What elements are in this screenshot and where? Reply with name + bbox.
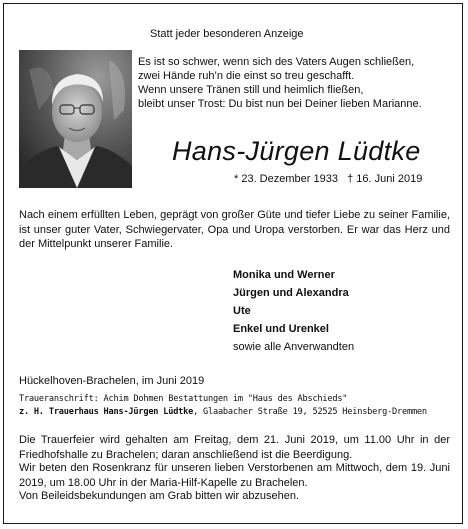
mourning-house-name: z. H. Trauerhaus Hans-Jürgen Lüdtke [19,407,194,417]
life-dates: * 23. Dezember 1933 † 16. Juni 2019 [234,173,423,185]
service-info-1: Die Trauerfeier wird gehalten am Freitag, dem 21. Juni 2019, um 11.00 Uhr in der Friedhofshalle zu Brachelen; daran anschließend ist die Beerdigung. [19,434,450,461]
poem-line-4: bleibt unser Trost: Du bist nun bei Deiner lieben Marianne. [138,98,422,110]
mourner-4: Enkel und Urenkel [233,323,329,335]
mourning-house-address: , Glaabacher Straße 19, 52525 Heinsberg-Dremmen [193,407,427,417]
mourner-5: sowie alle Anverwandten [233,341,355,353]
portrait-photo [19,50,132,188]
poem-line-3: Wenn unsere Tränen still und heimlich fließen, [138,84,364,96]
deceased-name: Hans-Jürgen Lüdtke [172,136,421,166]
service-info-3: Von Beileidsbekundungen am Grab bitten wir abzusehen. [19,490,300,502]
tribute-text: Nach einem erfüllten Leben, geprägt von großer Güte und tiefer Liebe zu seiner Familie, ist unser guter Vater, Schwiegervater, Opa und Uropa verstorben. Er war das Herz und der Mittelpunkt unserer Familie. [19,209,450,250]
place-date: Hückelhoven-Brachelen, im Juni 2019 [19,375,205,387]
mourning-house [19,407,427,417]
mourner-2: Jürgen und Alexandra [233,287,349,299]
mourner-1: Monika und Werner [233,269,335,281]
poem-line-2: zwei Hände ruh’n die einst so treu geschafft. [138,70,355,82]
mourning-address: Traueranschrift: Achim Dohmen Bestattungen im "Haus des Abschieds" [19,394,348,404]
service-info-2: Wir beten den Rosenkranz für unseren lieben Verstorbenen am Mittwoch, dem 19. Juni 2019, um 18.00 Uhr in der Maria-Hilf-Kapelle zu Brachelen. [19,462,450,489]
notice-header: Statt jeder besonderen Anzeige [150,28,304,40]
mourner-3: Ute [233,305,251,317]
poem-line-1: Es ist so schwer, wenn sich des Vaters Augen schließen, [138,56,415,68]
